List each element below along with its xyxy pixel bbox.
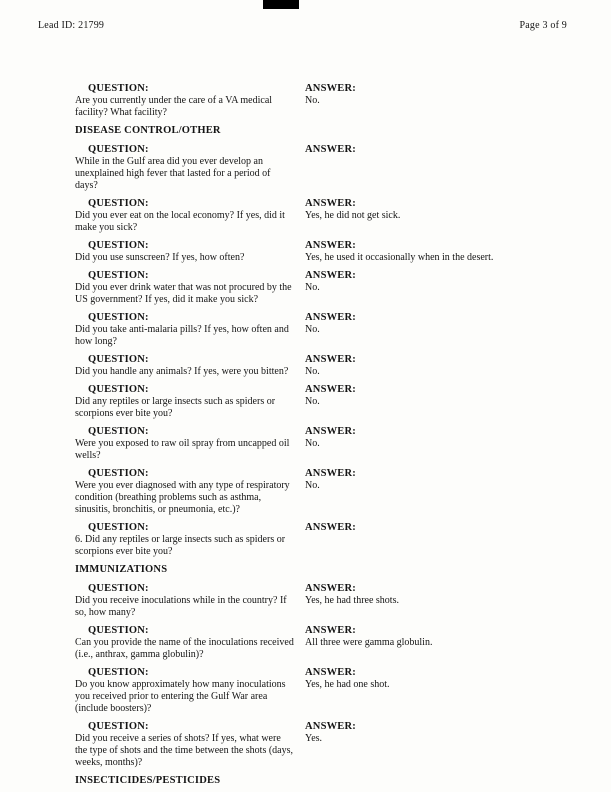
question-column (75, 311, 305, 348)
lead-id-text: Lead ID: 21799 (38, 20, 105, 31)
answer-text: Yes, he had one shot. (305, 679, 390, 690)
question-label: QUESTION: (88, 144, 149, 155)
question-label: QUESTION: (88, 240, 149, 251)
qa-row (75, 425, 571, 462)
answer-text: No. (305, 480, 320, 491)
question-label: QUESTION: (88, 468, 149, 479)
answer-column (305, 311, 571, 348)
qa-row (75, 666, 571, 715)
question-label: QUESTION: (88, 384, 149, 395)
answer-column (305, 269, 571, 306)
answer-column (305, 82, 571, 119)
question-text: Do you know approximately how many inoculations you received prior to entering the Gulf War area (include boosters)? (75, 679, 286, 714)
question-column (75, 582, 305, 619)
question-label: QUESTION: (88, 312, 149, 323)
answer-column (305, 383, 571, 420)
question-label: QUESTION: (88, 198, 149, 209)
answer-column (305, 467, 571, 516)
answer-label: ANSWER: (305, 144, 356, 155)
qa-row (75, 521, 571, 558)
scan-artifact-mark (263, 0, 299, 9)
qa-row (75, 197, 571, 234)
answer-label: ANSWER: (305, 354, 356, 365)
question-column (75, 269, 305, 306)
question-column (75, 720, 305, 769)
answer-label: ANSWER: (305, 583, 356, 594)
qa-row (75, 143, 571, 192)
answer-text: No. (305, 438, 320, 449)
question-text: Did you ever drink water that was not procured by the US government? If yes, did it make you sick? (75, 282, 292, 305)
answer-label: ANSWER: (305, 426, 356, 437)
question-text: Can you provide the name of the inoculations received (i.e., anthrax, gamma globulin)? (75, 637, 294, 660)
answer-text: No. (305, 95, 320, 106)
answer-label: ANSWER: (305, 270, 356, 281)
question-text: Did any reptiles or large insects such as spiders or scorpions ever bite you? (75, 396, 276, 419)
answer-column (305, 353, 571, 378)
question-text: Did you receive inoculations while in the country? If so, how many? (75, 595, 287, 618)
question-text: Did you receive a series of shots? If yes, what were the type of shots and the time between the shots (days, weeks, months)? (75, 733, 294, 768)
page-number-text: Page 3 of 9 (519, 20, 567, 31)
answer-column (305, 624, 571, 661)
question-text: Did you handle any animals? If yes, were you bitten? (75, 366, 289, 377)
question-text: While in the Gulf area did you ever develop an unexplained high fever that lasted for a period of days? (75, 156, 271, 191)
question-label: QUESTION: (88, 667, 149, 678)
answer-column (305, 239, 571, 264)
qa-row (75, 467, 571, 516)
answer-text: No. (305, 282, 320, 293)
answer-text: Yes, he did not get sick. (305, 210, 401, 221)
question-column (75, 521, 305, 558)
qa-row (75, 353, 571, 378)
question-column (75, 383, 305, 420)
question-label: QUESTION: (88, 354, 149, 365)
question-label: QUESTION: (88, 270, 149, 281)
question-label: QUESTION: (88, 583, 149, 594)
answer-label: ANSWER: (305, 312, 356, 323)
qa-list (75, 82, 571, 792)
question-column (75, 143, 305, 192)
section-heading: DISEASE CONTROL/OTHER (75, 125, 221, 136)
question-text: Were you ever diagnosed with any type of respiratory condition (breathing problems such as asthma, sinusitis, bronchitis, or pneumonia, etc.)? (75, 480, 290, 515)
question-text: Did you take anti-malaria pills? If yes, how often and how long? (75, 324, 289, 347)
answer-label: ANSWER: (305, 468, 356, 479)
question-column (75, 624, 305, 661)
qa-row (75, 239, 571, 264)
answer-label: ANSWER: (305, 198, 356, 209)
question-label: QUESTION: (88, 625, 149, 636)
answer-text: All three were gamma globulin. (305, 637, 433, 648)
answer-column (305, 425, 571, 462)
answer-text: No. (305, 366, 320, 377)
answer-label: ANSWER: (305, 721, 356, 732)
answer-label: ANSWER: (305, 83, 356, 94)
answer-text: No. (305, 324, 320, 335)
question-label: QUESTION: (88, 83, 149, 94)
qa-row (75, 311, 571, 348)
question-text: 6. Did any reptiles or large insects such as spiders or scorpions ever bite you? (75, 534, 286, 557)
question-column (75, 239, 305, 264)
section-heading: INSECTICIDES/PESTICIDES (75, 775, 221, 786)
answer-label: ANSWER: (305, 667, 356, 678)
question-column (75, 197, 305, 234)
answer-column (305, 582, 571, 619)
answer-label: ANSWER: (305, 625, 356, 636)
question-text: Were you exposed to raw oil spray from uncapped oil wells? (75, 438, 290, 461)
answer-text: Yes, he used it occasionally when in the desert. (305, 252, 494, 263)
page-header (38, 20, 567, 31)
question-column (75, 425, 305, 462)
qa-row (75, 720, 571, 769)
question-column (75, 666, 305, 715)
question-text: Are you currently under the care of a VA medical facility? What facility? (75, 95, 273, 118)
qa-row (75, 624, 571, 661)
question-label: QUESTION: (88, 522, 149, 533)
qa-row (75, 383, 571, 420)
qa-row (75, 269, 571, 306)
answer-column (305, 521, 571, 558)
question-column (75, 467, 305, 516)
answer-label: ANSWER: (305, 522, 356, 533)
qa-row (75, 82, 571, 119)
answer-column (305, 197, 571, 234)
qa-row (75, 582, 571, 619)
question-column (75, 82, 305, 119)
answer-column (305, 666, 571, 715)
question-column (75, 353, 305, 378)
section-heading: IMMUNIZATIONS (75, 564, 168, 575)
question-text: Did you ever eat on the local economy? If yes, did it make you sick? (75, 210, 285, 233)
answer-label: ANSWER: (305, 240, 356, 251)
answer-column (305, 143, 571, 192)
answer-text: No. (305, 396, 320, 407)
answer-text: Yes, he had three shots. (305, 595, 399, 606)
answer-label: ANSWER: (305, 384, 356, 395)
question-label: QUESTION: (88, 721, 149, 732)
answer-text: Yes. (305, 733, 323, 744)
question-label: QUESTION: (88, 426, 149, 437)
question-text: Did you use sunscreen? If yes, how often? (75, 252, 245, 263)
answer-column (305, 720, 571, 769)
